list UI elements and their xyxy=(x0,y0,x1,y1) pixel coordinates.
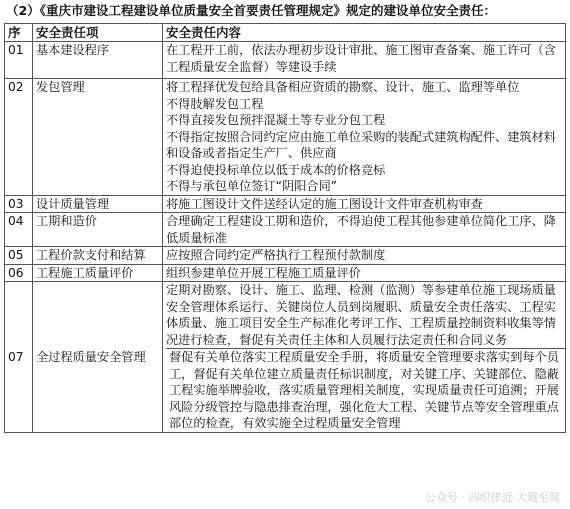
row-content: 合理确定工程建设工期和造价，不得迫使工程其他参建单位简化工序、降低质量标准 xyxy=(163,213,566,247)
row-item: 设计质量管理 xyxy=(33,195,163,213)
row-seq: 03 xyxy=(5,195,33,213)
table-row xyxy=(5,282,566,433)
row-item: 工期和造价 xyxy=(33,213,163,247)
table-row xyxy=(5,195,566,213)
row-item: 发包管理 xyxy=(33,79,163,196)
row-content: 将施工图设计文件送经认定的施工图设计文件审查机构审查 xyxy=(163,195,566,213)
row-seq: 02 xyxy=(5,79,33,196)
table-row xyxy=(5,213,566,247)
row-item: 全过程质量安全管理 xyxy=(33,282,163,433)
row-seq: 06 xyxy=(5,264,33,282)
row-seq: 05 xyxy=(5,247,33,265)
table-header-row xyxy=(5,24,566,42)
header-content: 安全责任内容 xyxy=(163,24,566,42)
table-row xyxy=(5,247,566,265)
row-item: 工程施工质量评价 xyxy=(33,264,163,282)
table-row xyxy=(5,264,566,282)
responsibility-table xyxy=(4,23,566,433)
header-item: 安全责任项 xyxy=(33,24,163,42)
table-row xyxy=(5,42,566,79)
header-seq: 序 xyxy=(5,24,33,42)
section-title: （2）《重庆市建设工程建设单位质量安全首要责任管理规定》规定的建设单位安全责任： xyxy=(6,3,496,18)
table-row xyxy=(5,79,566,196)
row-content: 组织参建单位开展工程施工质量评价 xyxy=(163,264,566,282)
row-content: 在工程开工前，依法办理初步设计审批、施工图审查备案、施工许可（含工程质量安全监督）等建设手续 xyxy=(163,42,566,79)
row-seq: 07 xyxy=(5,282,33,433)
row-content: 应按照合同约定严格执行工程预付款制度 xyxy=(163,247,566,265)
row-item: 工程价款支付和结算 xyxy=(33,247,163,265)
row-content: 定期对勘察、设计、施工、监理、检测（监测）等参建单位施工现场质量安全管理体系运行、关键岗位人员到岗履职、质量安全责任落实、工程实体质量、施工项目安全生产标准化考评工作、工程质量控制资料收集等情况进行检查，督促有关责任主体和人员履行法定责任和合同义务 督促有关单位落实工程质量安全手册，将质量安全管理要求落实到每个员工，督促有关单位建立质量责任标识制度，对关键工序、关键部位、隐蔽工程实施举牌验收，落实质量管理相关制度，实现质量责任可追溯；开展风险分级管控与隐患排查治理，强化危大工程、关键节点等安全管理重点部位的检查，有效实施全过程质量安全管理 xyxy=(163,282,566,433)
row-seq: 04 xyxy=(5,213,33,247)
row-item: 基本建设程序 xyxy=(33,42,163,79)
watermark: 公众号 · 四织律近·大道至简 xyxy=(425,491,560,504)
row-content: 将工程择优发包给具备相应资质的勘察、设计、施工、监理等单位 不得肢解发包工程 不得直接发包预拌混凝土等专业分包工程 不得指定按照合同约定应由施工单位采购的装配式建筑构配件、建筑材料和设备或者指定生产厂、供应商 不得迫使投标单位以低于成本的价格竞标 不得与承包单位签订“阴阳合同” xyxy=(163,79,566,196)
row-seq: 01 xyxy=(5,42,33,79)
